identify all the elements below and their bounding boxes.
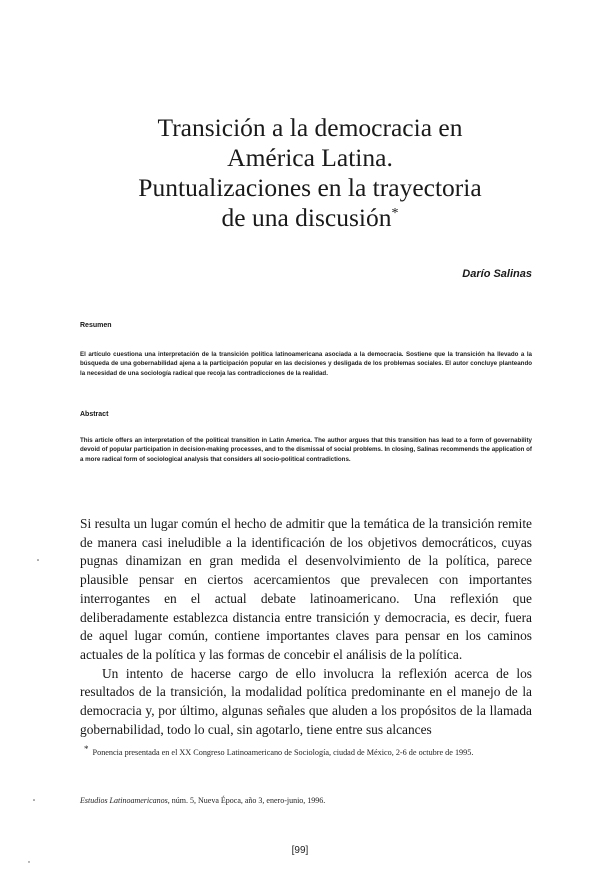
- scan-speck: [28, 861, 29, 862]
- title-line-2: América Latina.: [227, 143, 393, 172]
- page-number: [99]: [291, 845, 309, 856]
- scan-speck: [37, 559, 39, 561]
- abstract-text: This article offers an interpretation of the political transition in Latin America. The author argues that this transition has lead to a form of governability devoid of popular participation in decision-making processes, and to the dismissal of social problems. In closing, Salinas recommends the application of a more radical form of sociological analysis that considers all socio-political contradictions.: [80, 437, 532, 463]
- journal-details: , núm. 5, Nueva Época, año 3, enero-junio, 1996.: [167, 796, 326, 805]
- resumen-heading: Resumen: [80, 322, 112, 329]
- body-paragraph-1: Si resulta un lugar común el hecho de admitir que la temática de la transición remite de manera casi ineludible a la identificación de los objetivos democráticos, cuyas pugnas dinamizan en gran medida el desenvolvimiento de la política, parece plausible pensar en ciertos acercamientos que prevalecen con importantes interrogantes en el actual debate latinoamericano. Una reflexión que deliberadamente establezca distancia entre transición y democracia, es decir, fuera de aquel lugar común, contiene importantes claves para pensar en los caminos actuales de la política y las formas de concebir el análisis de la política.: [80, 516, 532, 662]
- title-line-1: Transición a la democracia en: [157, 113, 463, 142]
- journal-name: Estudios Latinoamericanos: [80, 796, 168, 805]
- author-name: Darío Salinas: [462, 268, 532, 280]
- resumen-text: El artículo cuestiona una interpretación de la transición política latinoamericana asociada a la democracia. Sostiene que la transición ha llevado a la búsqueda de una gobernabilidad ajena a la participación popular en las decisiones y desligada de los problemas sociales. El autor concluye planteando la necesidad de una sociología radical que recoja las contradicciones de la realidad.: [80, 351, 532, 377]
- footnote-text: Ponencia presentada en el XX Congreso Latinoamericano de Sociología, ciudad de México, 2-6 de octubre de 1995.: [92, 748, 474, 757]
- abstract-heading: Abstract: [80, 411, 109, 418]
- body-paragraph-2: Un intento de hacerse cargo de ello involucra la reflexión acerca de los resultados de la transición, la modalidad política predominante en el manejo de la democracia y, por último, algunas señales que aluden a los propósitos de la llamada gobernabilidad, todo lo cual, sin agotarlo, tiene entre sus alcances: [80, 665, 532, 737]
- scan-speck: [33, 799, 35, 801]
- title-line-4-text: de una discusión: [221, 203, 392, 232]
- title-line-3: Puntualizaciones en la trayectoria: [138, 173, 482, 202]
- footnote-marker: *: [84, 744, 89, 754]
- title-footnote-marker: *: [391, 206, 399, 221]
